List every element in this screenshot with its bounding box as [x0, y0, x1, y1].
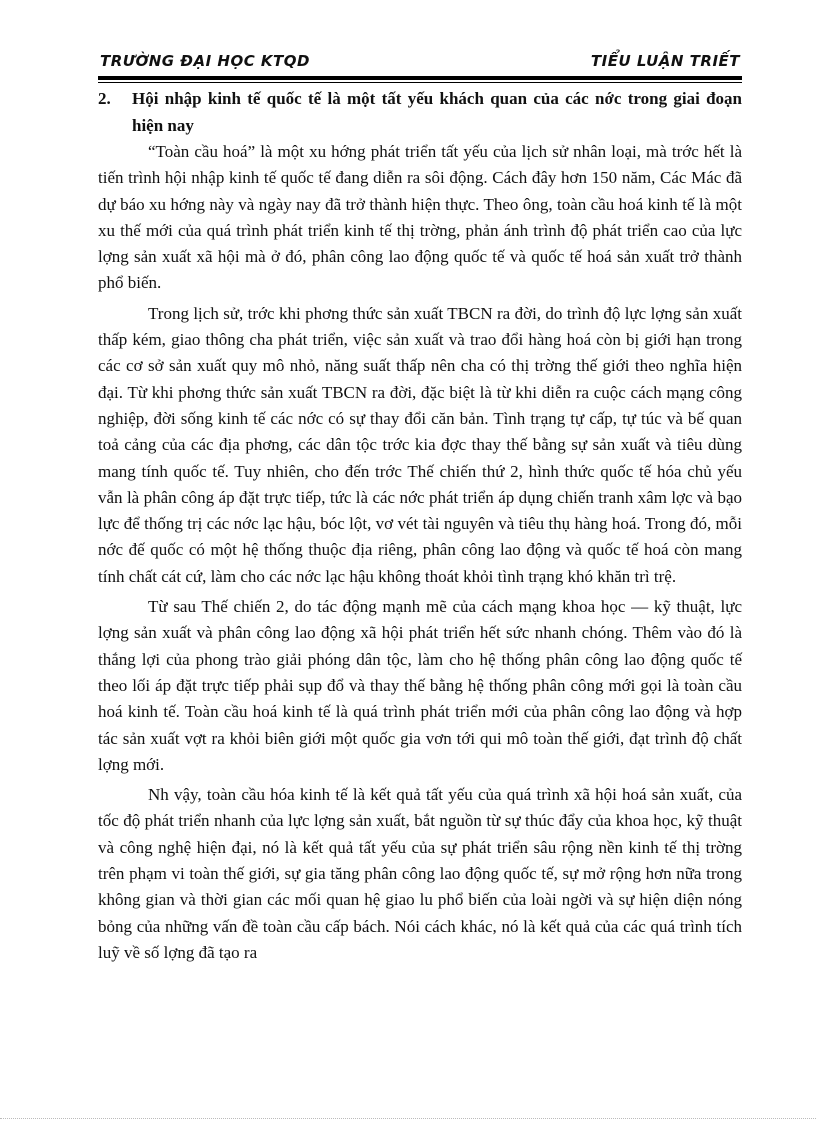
section-number: 2.	[98, 89, 111, 108]
paragraph: Từ sau Thế chiến 2, do tác động mạnh mẽ của cách mạng khoa học — kỹ thuật, lực lợng sản xuất và phân công lao động xã hội phát triển hết sức nhanh chóng. Thêm vào đó là thắng lợi của phong trào giải phóng dân tộc, làm cho hệ thống phân công lao động quốc tế theo lối áp đặt trực tiếp phải sụp đổ và thay thế bằng hệ thống phân công mới gọi là toàn cầu hoá kinh tế. Toàn cầu hoá kinh tế là quá trình phát triển mới của phân công lao động và hợp tác sản xuất vợt ra khỏi biên giới một quốc gia vơn tới qui mô toàn thế giới, đạt trình độ chất lợng mới.	[98, 597, 742, 774]
header-rule-thick	[98, 76, 742, 80]
section-title: Hội nhập kinh tế quốc tế là một tất yếu khách quan của các nớc trong giai đoạn hiện nay	[132, 89, 742, 135]
document-body	[98, 86, 742, 966]
header-document-type: TIỂU LUẬN TRIẾT	[590, 52, 740, 70]
paragraph: “Toàn cầu hoá” là một xu hớng phát triển tất yếu của lịch sử nhân loại, mà trớc hết là tiến trình hội nhập kinh tế quốc tế đang diễn ra sôi động. Cách đây hơn 150 năm, Các Mác đã dự báo xu hớng này và ngày nay đã trở thành hiện thực. Theo ông, toàn cầu hoá kinh tế là một xu thế mới của quá trình phát triển kinh tế thị trờng, phản ánh trình độ phát triển cao của lực lợng sản xuất xã hội mà ở đó, phân công lao động quốc tế và quốc tế hoá sản xuất trở thành phổ biến.	[98, 142, 742, 293]
header-school-name: TRƯỜNG ĐẠI HỌC KTQD	[100, 52, 310, 70]
header-rule-thin	[98, 82, 742, 83]
page-bottom-border	[0, 1118, 816, 1119]
page-header	[98, 50, 742, 76]
paragraph: Trong lịch sử, trớc khi phơng thức sản xuất TBCN ra đời, do trình độ lực lợng sản xuất thấp kém, giao thông cha phát triển, việc sản xuất và trao đổi hàng hoá còn bị giới hạn trong các cơ sở sản xuất quy mô nhỏ, năng suất thấp nên cha có thị trờng thế giới theo nghĩa hiện đại. Từ khi phơng thức sản xuất TBCN ra đời, đặc biệt là từ khi diễn ra cuộc cách mạng công nghiệp, đời sống kinh tế các nớc có sự thay đổi căn bản. Tình trạng tự cấp, tự túc và bế quan toả cảng của các địa phơng, các dân tộc trớc kia đợc thay thế bằng sự sản xuất và tiêu dùng mang tính quốc tế. Tuy nhiên, cho đến trớc Thế chiến thứ 2, hình thức quốc tế hóa chủ yếu vẫn là phân công áp đặt trực tiếp, tức là các nớc phát triển áp dụng chiến tranh xâm lợc và bạo lực để thống trị các nớc lạc hậu, bóc lột, vơ vét tài nguyên và tiêu thụ hàng hoá. Trong đó, mỗi nớc đế quốc có một hệ thống thuộc địa riêng, phân công lao động và quốc tế hoá còn mang tính chất cát cứ, làm cho các nớc lạc hậu không thoát khỏi tình trạng khó khăn trì trệ.	[98, 303, 742, 586]
paragraph: Nh vậy, toàn cầu hóa kinh tế là kết quả tất yếu của quá trình xã hội hoá sản xuất, của tốc độ phát triển nhanh của lực lợng sản xuất, bắt nguồn từ sự thúc đẩy của khoa học, kỹ thuật và công nghệ hiện đại, nó là kết quả tất yếu của sự phát triển sâu rộng nền kinh tế thị trờng trên phạm vi toàn thế giới, sự gia tăng phân công lao động quốc tế, sự mở rộng hơn nữa trong không gian và thời gian các mối quan hệ giao lu phổ biến của loài ngời và sự hiện diện nóng bỏng của những vấn đề toàn cầu cấp bách. Nói cách khác, nó là kết quả của các quá trình tích luỹ về số lợng đã tạo ra	[98, 785, 742, 962]
section-heading	[98, 86, 742, 139]
